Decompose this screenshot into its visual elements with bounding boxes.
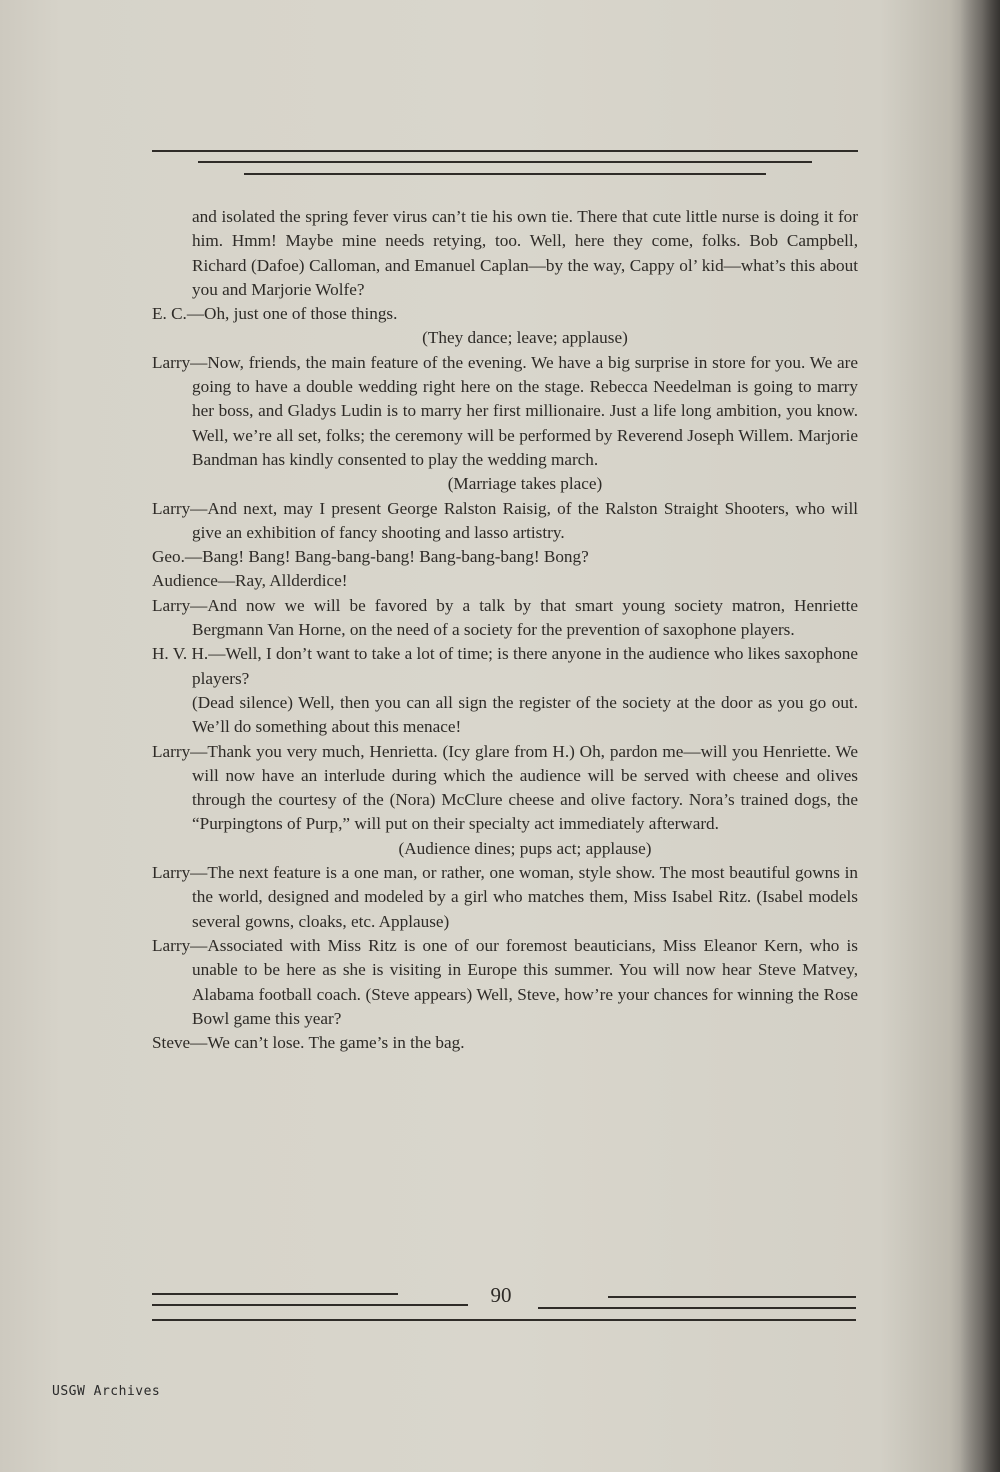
paragraph-3: Larry—Now, friends, the main feature of the evening. We have a big surprise in store for you. We are going to have a double wedding right here on the stage. Rebecca Needelman is going to marry her boss, and Gladys Ludin is to marry her first millionaire. Just a life long ambition, you know. Well, we’re all set, folks; the ceremony will be performed by Reverend Joseph Willem. Marjorie Bandman has kindly consented to play the wedding march. (152, 352, 858, 469)
page-number: 90 (490, 1283, 512, 1307)
top-rule-3 (244, 173, 766, 175)
book-spine-shadow (960, 0, 1000, 1472)
stage-direction-12: (Audience dines; pups act; applause) (398, 838, 652, 858)
bottom-rule-left-short (152, 1293, 398, 1295)
paragraph-10: (Dead silence) Well, then you can all sign the register of the society at the door as you go out. We’ll do something about this menace! (192, 692, 858, 737)
paragraph-5: Larry—And next, may I present George Ralston Raisig, of the Ralston Straight Shooters, who will give an exhibition of fancy shooting and lasso artistry. (152, 498, 858, 542)
paragraph-15: Steve—We can’t lose. The game’s in the bag. (152, 1033, 465, 1053)
stage-direction-4: (Marriage takes place) (447, 474, 603, 494)
paragraph-8: Larry—And now we will be favored by a talk by that smart young society matron, Henriette Bergmann Van Horne, on the need of a society for the prevention of saxophone players. (152, 595, 858, 640)
paragraph-9: H. V. H.—Well, I don’t want to take a lot of time; is there anyone in the audience who likes saxophone players? (152, 644, 859, 688)
paragraph-6: Geo.—Bang! Bang! Bang-bang-bang! Bang-bang-bang! Bong? (152, 547, 589, 567)
paragraph-0: and isolated the spring fever virus can’t tie his own tie. There that cute little nurse is doing it for him. Hmm! Maybe mine needs retying, too. Well, here they come, folks. Bob Campbell, Richard (Dafoe) Calloman, and Emanuel Caplan—by the way, Cappy ol’ kid—what’s this about you and Marjorie Wolfe? (192, 207, 858, 299)
top-rule-2 (198, 161, 812, 163)
page-text (152, 205, 858, 1055)
paragraph-11: Larry—Thank you very much, Henrietta. (Icy glare from H.) Oh, pardon me—will you Henriette. We will now have an interlude during which the audience will be served with cheese and olives through the courtesy of the (Nora) McClure cheese and olive factory. Nora’s trained dogs, the “Purpingtons of Purp,” will put on their specialty act immediately afterward. (152, 741, 858, 834)
top-rule-1 (152, 150, 858, 152)
archive-watermark: USGW Archives (52, 1384, 161, 1399)
paragraph-13: Larry—The next feature is a one man, or rather, one woman, style show. The most beautiful gowns in the world, designed and modeled by a girl who matches them, Miss Isabel Ritz. (Isabel models several gowns, cloaks, etc. Applause) (152, 863, 858, 931)
stage-direction-2: (They dance; leave; applause) (422, 328, 628, 348)
bottom-rule-full (152, 1319, 856, 1321)
bottom-rule-left-long (152, 1304, 468, 1306)
paragraph-7: Audience—Ray, Allderdice! (152, 571, 348, 591)
paragraph-14: Larry—Associated with Miss Ritz is one of our foremost beauticians, Miss Eleanor Kern, who is unable to be here as she is visiting in Europe this summer. You will now hear Steve Matvey, Alabama football coach. (Steve appears) Well, Steve, how’re your chances for winning the Rose Bowl game this year? (152, 935, 858, 1028)
paragraph-1: E. C.—Oh, just one of those things. (152, 304, 398, 324)
bottom-rule-right-long (538, 1307, 856, 1309)
bottom-rule-right-short (608, 1296, 856, 1298)
